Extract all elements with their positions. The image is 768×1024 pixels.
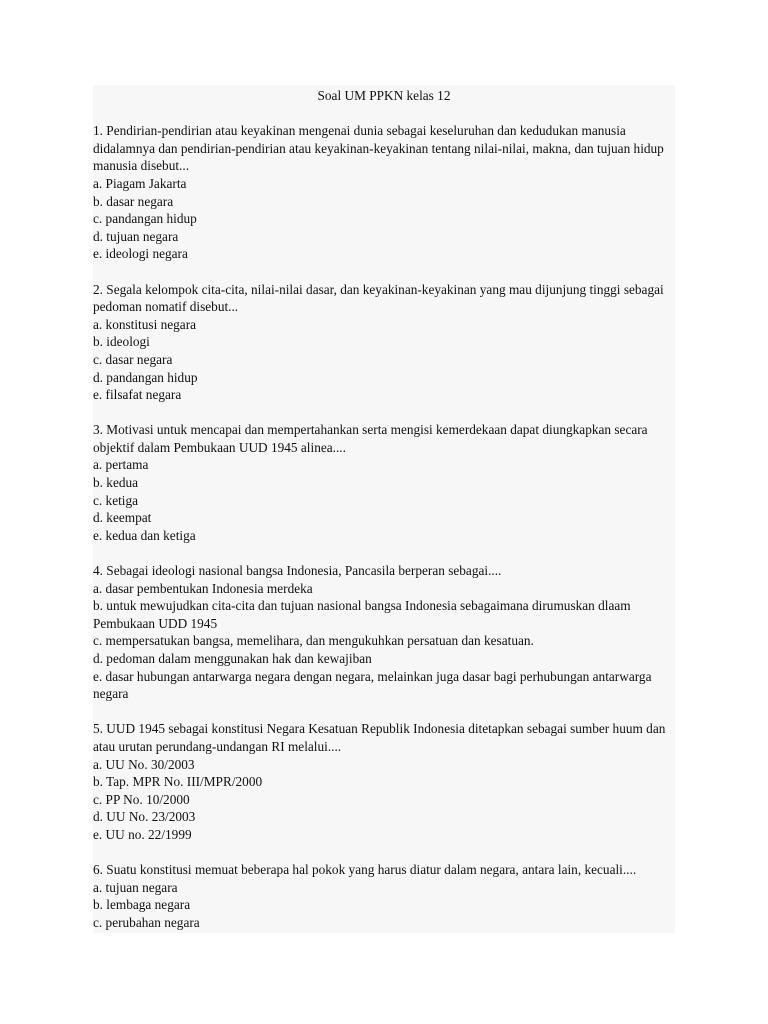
question-text: 6. Suatu konstitusi memuat beberapa hal pokok yang harus diatur dalam negara, antara lain, kecuali.... [93,862,637,878]
option-b: b. untuk mewujudkan cita-cita dan tujuan nasional bangsa Indonesia sebagaimana dirumuskan dlaam Pembukaan UDD 1945 [93,598,631,631]
option-c: c. PP No. 10/2000 [93,791,190,807]
option-e: e. UU no. 22/1999 [93,826,192,842]
option-b: b. lembaga negara [93,897,191,913]
question-text: 2. Segala kelompok cita-cita, nilai-nilai dasar, dan keyakinan-keyakinan yang mau dijunjung tinggi sebagai pedoman nomatif disebut... [93,281,664,315]
option-list [93,175,675,263]
question-text: 3. Motivasi untuk mencapai dan mempertahankan serta mengisi kemerdekaan dapat diungkapkan secara objektif dalam Pembukaan UUD 1945 alinea.... [93,422,648,455]
question-5 [93,720,675,843]
option-a: a. pertama [93,457,149,473]
option-a: a. UU No. 30/2003 [93,756,195,772]
option-e: e. kedua dan ketiga [93,527,196,543]
option-list [93,456,675,544]
option-d: d. UU No. 23/2003 [93,809,196,825]
option-list [93,879,675,932]
option-c: c. ketiga [93,492,139,508]
option-a: a. dasar pembentukan Indonesia merdeka [93,580,313,596]
option-e: e. ideologi negara [93,246,188,262]
question-6 [93,861,675,931]
option-list [93,756,675,844]
option-a: a. tujuan negara [93,879,178,895]
option-d: d. tujuan negara [93,228,179,244]
option-d: d. pandangan hidup [93,369,198,385]
question-text: 1. Pendirian-pendirian atau keyakinan mengenai dunia sebagai keseluruhan dan kedudukan manusia didalamnya dan pendirian-pendirian atau keyakinan-keyakinan tentang nilai-nilai, makna, dan tujuan hidup manusia disebut... [93,123,664,174]
option-c: c. perubahan negara [93,914,200,930]
option-c: c. dasar negara [93,351,173,367]
question-text: 4. Sebagai ideologi nasional bangsa Indonesia, Pancasila berperan sebagai.... [93,563,502,579]
option-b: b. dasar negara [93,193,174,209]
document-body [93,85,675,933]
question-4 [93,562,675,703]
option-c: c. mempersatukan bangsa, memelihara, dan mengukuhkan persatuan dan kesatuan. [93,633,534,649]
document-title: Soal UM PPKN kelas 12 [317,88,451,103]
option-a: a. konstitusi negara [93,316,197,332]
question-1 [93,122,675,263]
question-2 [93,281,675,404]
option-d: d. keempat [93,510,152,526]
option-c: c. pandangan hidup [93,211,197,227]
question-3 [93,421,675,544]
option-e: e. dasar hubungan antarwarga negara dengan negara, melainkan juga dasar bagi perhubungan antarwarga negara [93,668,652,702]
option-b: b. Tap. MPR No. III/MPR/2000 [93,774,263,790]
option-list [93,316,675,404]
option-a: a. Piagam Jakarta [93,175,187,191]
option-d: d. pedoman dalam menggunakan hak dan kewajiban [93,651,372,666]
option-list [93,580,675,703]
option-b: b. kedua [93,475,139,491]
question-text: 5. UUD 1945 sebagai konstitusi Negara Kesatuan Republik Indonesia ditetapkan sebagai sumber huum dan atau urutan perundang-undangan RI melalui.... [93,721,666,754]
option-b: b. ideologi [93,334,150,350]
option-e: e. filsafat negara [93,387,182,403]
